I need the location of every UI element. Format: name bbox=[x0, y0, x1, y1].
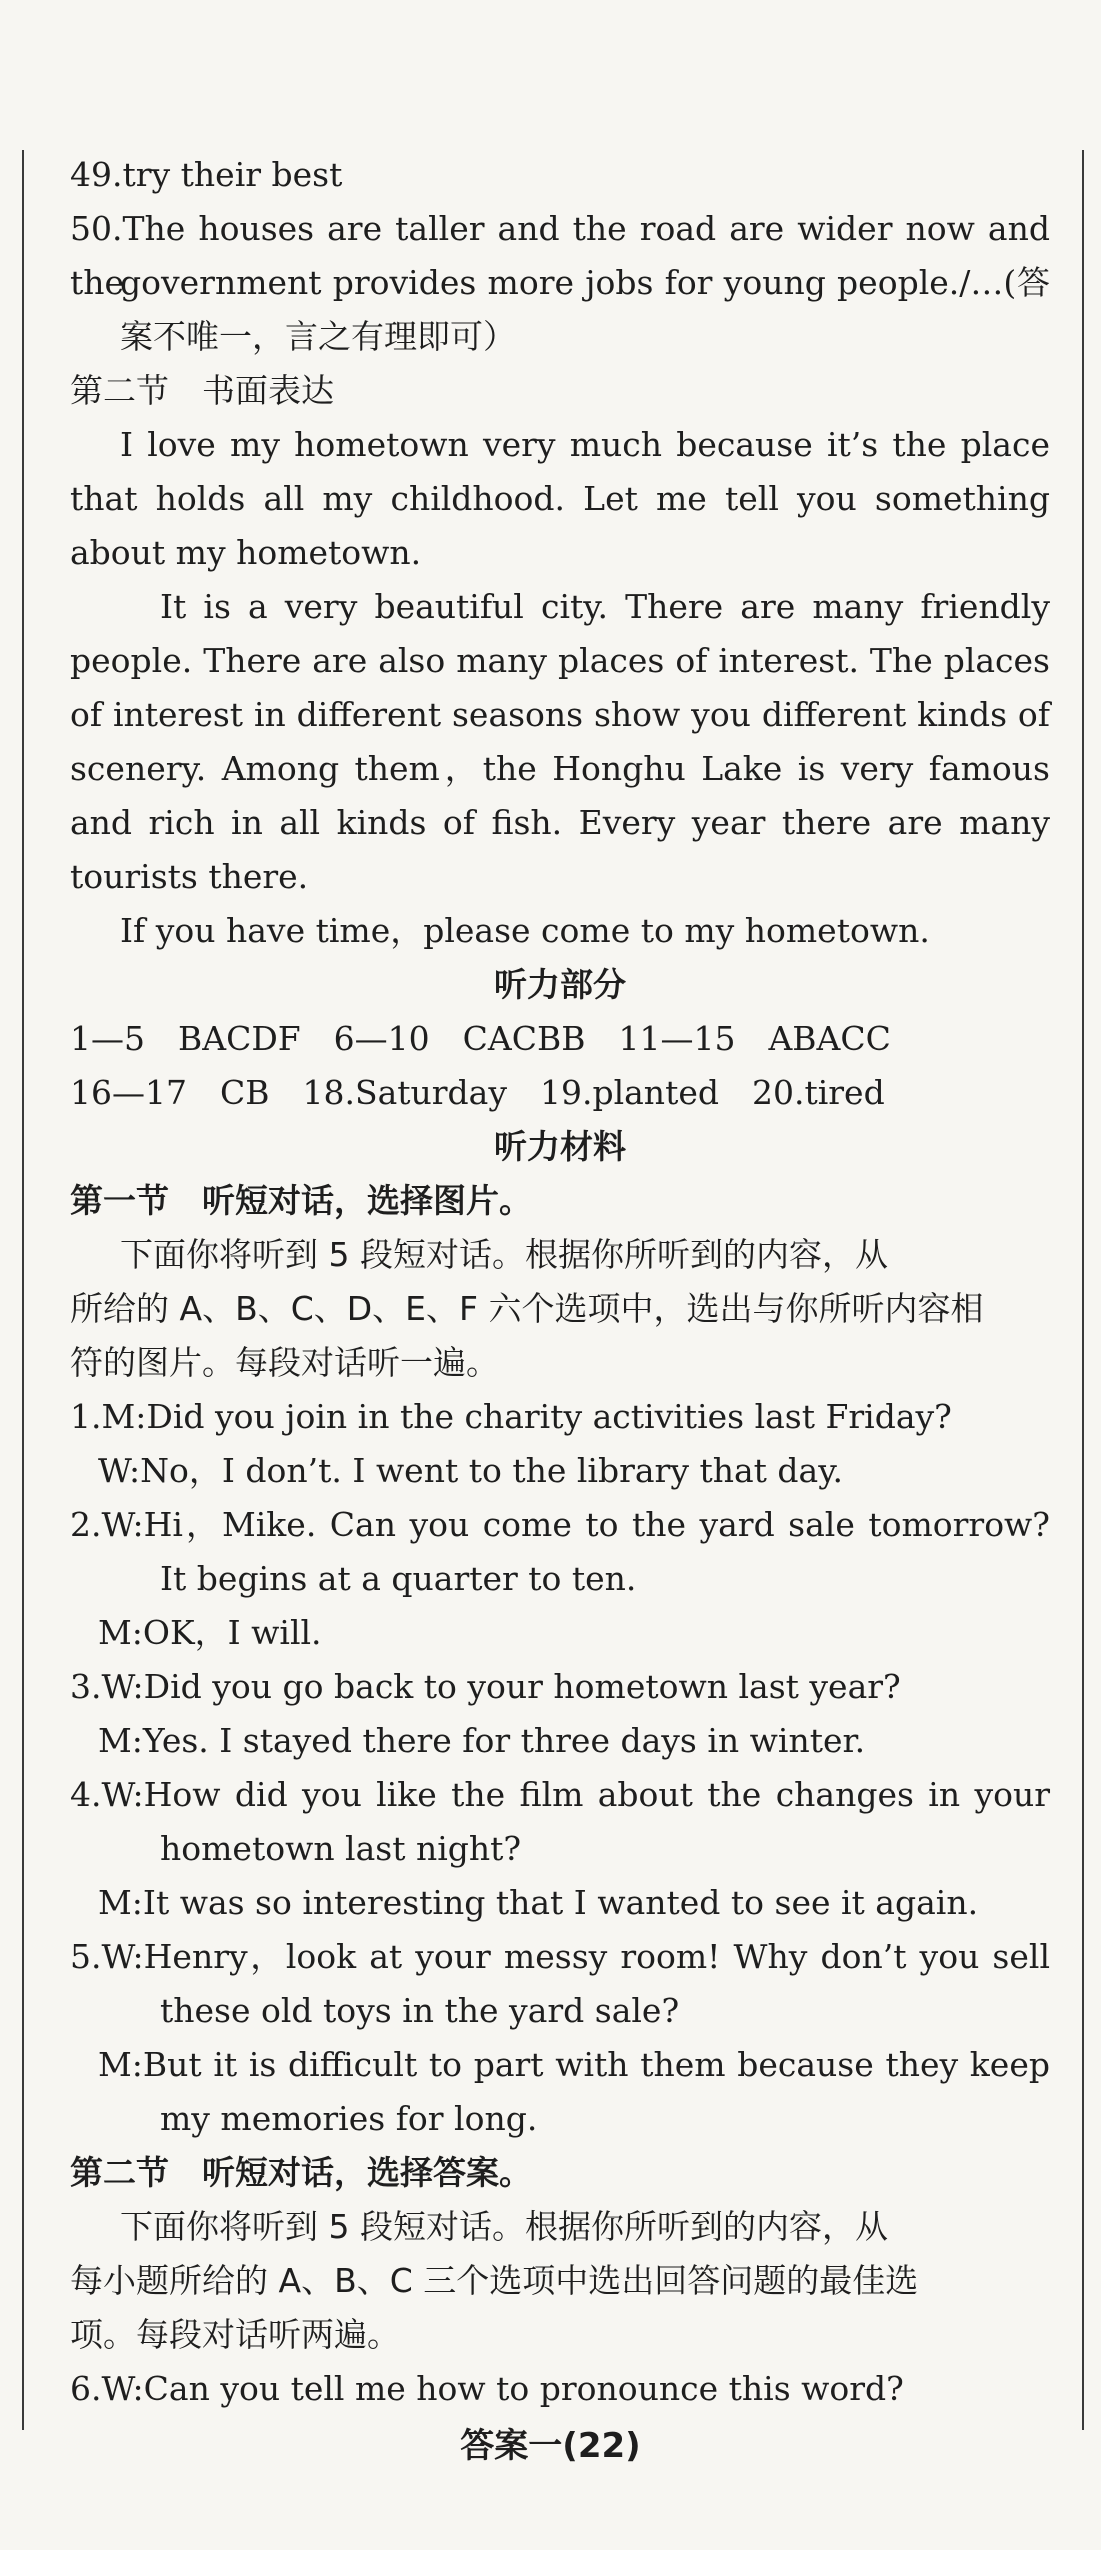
essay-line: scenery. Among them，the Honghu Lake is very famous bbox=[70, 749, 1050, 788]
dialogue-line: 1.M:Did you join in the charity activities last Friday? bbox=[70, 1397, 952, 1436]
essay-line: tourists there. bbox=[70, 857, 309, 896]
part1-instructions: 符的图片。每段对话听一遍。 bbox=[70, 1343, 499, 1382]
dialogue-line: these old toys in the yard sale? bbox=[160, 1991, 680, 2030]
dialogue-line: 4.W:How did you like the film about the changes in your bbox=[70, 1775, 1050, 1814]
part2-instructions: 每小题所给的 A、B、C 三个选项中选出回答问题的最佳选 bbox=[70, 2261, 919, 2300]
dialogue-line: 3.W:Did you go back to your hometown last year? bbox=[70, 1667, 901, 1706]
part2-instructions: 项。每段对话听两遍。 bbox=[70, 2315, 400, 2354]
page-footer: 答案一(22) bbox=[460, 2426, 641, 2466]
answer-50-note: 案不唯一，言之有理即可） bbox=[120, 317, 516, 356]
listening-material-title: 听力材料 bbox=[494, 1127, 626, 1166]
dialogue-line: hometown last night? bbox=[160, 1829, 522, 1868]
dialogue-line: W:No，I don’t. I went to the library that day. bbox=[98, 1451, 843, 1490]
essay-line: about my hometown. bbox=[70, 533, 422, 572]
dialogue-line: 5.W:Henry，look at your messy room! Why don’t you sell bbox=[70, 1937, 1050, 1976]
dialogue-line: 6.W:Can you tell me how to pronounce this word? bbox=[70, 2369, 904, 2408]
page-content bbox=[70, 148, 1050, 2416]
part2-heading: 第二节 听短对话，选择答案。 bbox=[70, 2153, 532, 2192]
essay-line: people. There are also many places of interest. The places bbox=[70, 641, 1050, 680]
answer-49: 49.try their best bbox=[70, 155, 343, 194]
essay-line: of interest in different seasons show you different kinds of bbox=[70, 695, 1050, 734]
answer-50-line2: government provides more jobs for young people./…(答 bbox=[120, 263, 1050, 302]
listening-section-title: 听力部分 bbox=[494, 965, 626, 1004]
part2-instructions: 下面你将听到 5 段短对话。根据你所听到的内容，从 bbox=[120, 2207, 888, 2246]
essay-line: If you have time，please come to my hometown. bbox=[120, 911, 930, 950]
essay-line: I love my hometown very much because it’s the place bbox=[120, 425, 1050, 464]
essay-line: and rich in all kinds of fish. Every year there are many bbox=[70, 803, 1050, 842]
answer-50-line1: 50.The houses are taller and the road are wider now and the bbox=[70, 209, 1050, 302]
dialogue-line: It begins at a quarter to ten. bbox=[160, 1559, 637, 1598]
dialogue-line: my memories for long. bbox=[160, 2099, 538, 2138]
part1-instructions: 下面你将听到 5 段短对话。根据你所听到的内容，从 bbox=[120, 1235, 888, 1274]
dialogue-line: 2.W:Hi，Mike. Can you come to the yard sale tomorrow? bbox=[70, 1505, 1050, 1544]
section-writing-heading: 第二节 书面表达 bbox=[70, 371, 334, 410]
essay-line: It is a very beautiful city. There are many friendly bbox=[160, 587, 1050, 626]
right-margin-rule bbox=[1082, 150, 1084, 2430]
part1-instructions: 所给的 A、B、C、D、E、F 六个选项中，选出与你所听内容相 bbox=[70, 1289, 984, 1328]
dialogue-line: M:It was so interesting that I wanted to see it again. bbox=[98, 1883, 979, 1922]
dialogue-line: M:Yes. I stayed there for three days in winter. bbox=[98, 1721, 866, 1760]
dialogue-line: M:But it is difficult to part with them because they keep bbox=[98, 2045, 1050, 2084]
essay-line: that holds all my childhood. Let me tell you something bbox=[70, 479, 1050, 518]
dialogue-line: M:OK，I will. bbox=[98, 1613, 322, 1652]
left-margin-rule bbox=[22, 150, 24, 2430]
listening-answers-2: 16—17 CB 18.Saturday 19.planted 20.tired bbox=[70, 1073, 885, 1112]
listening-answers-1: 1—5 BACDF 6—10 CACBB 11—15 ABACC bbox=[70, 1019, 891, 1058]
part1-heading: 第一节 听短对话，选择图片。 bbox=[70, 1181, 532, 1220]
